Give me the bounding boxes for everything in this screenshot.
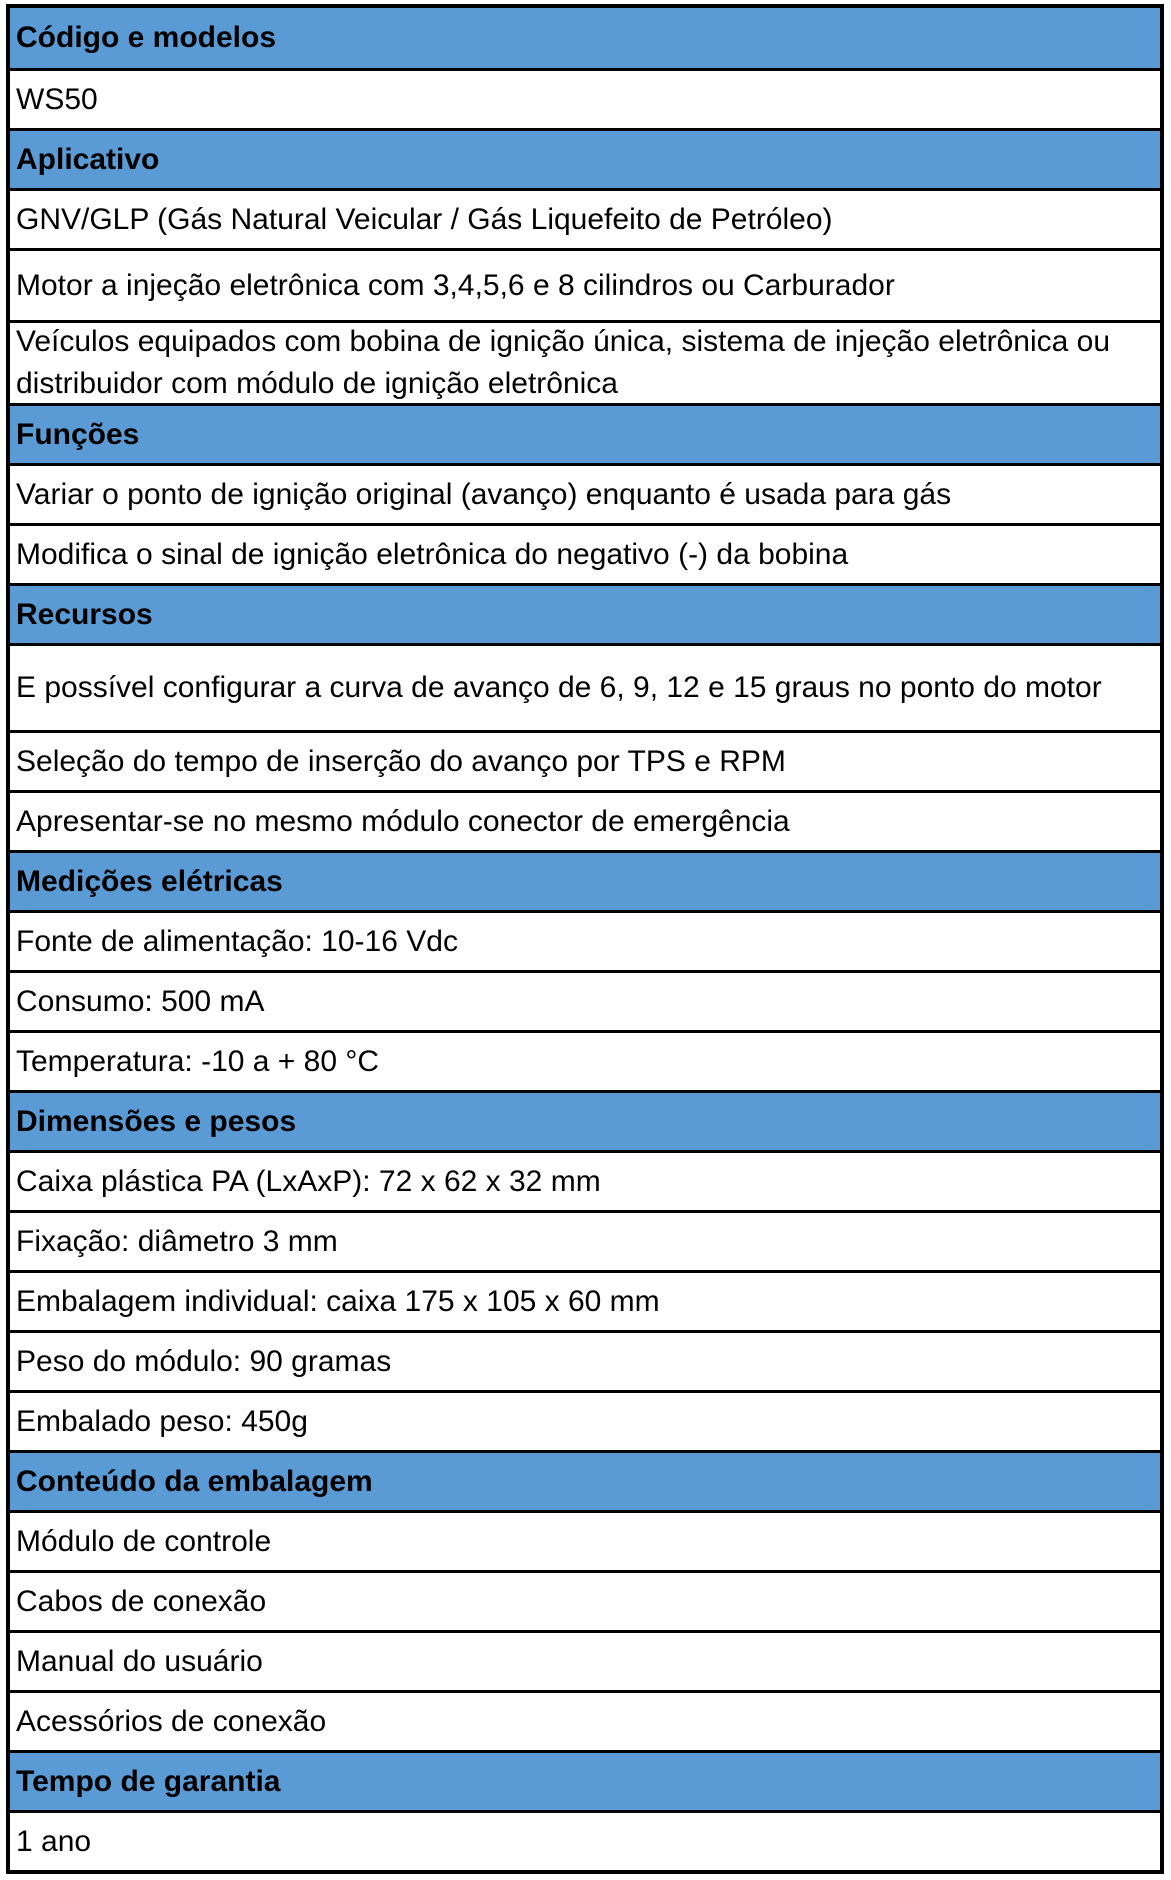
spec-row: Modifica o sinal de ignição eletrônica do negativo (-) da bobina (10, 523, 1160, 583)
spec-row: Seleção do tempo de inserção do avanço por TPS e RPM (10, 730, 1160, 790)
section-header-codigo: Código e modelos (10, 8, 1160, 68)
spec-row: Embalagem individual: caixa 175 x 105 x 60 mm (10, 1270, 1160, 1330)
spec-row: Caixa plástica PA (LxAxP): 72 x 62 x 32 mm (10, 1150, 1160, 1210)
spec-row: GNV/GLP (Gás Natural Veicular / Gás Liquefeito de Petróleo) (10, 188, 1160, 248)
section-header-recursos: Recursos (10, 583, 1160, 643)
section-header-medicoes: Medições elétricas (10, 850, 1160, 910)
spec-row: Variar o ponto de ignição original (avanço) enquanto é usada para gás (10, 463, 1160, 523)
spec-row: Veículos equipados com bobina de ignição única, sistema de injeção eletrônica ou distribuidor com módulo de ignição eletrônica (10, 320, 1160, 403)
spec-row: Fonte de alimentação: 10-16 Vdc (10, 910, 1160, 970)
spec-row: Apresentar-se no mesmo módulo conector de emergência (10, 790, 1160, 850)
section-header-dimensoes: Dimensões e pesos (10, 1090, 1160, 1150)
spec-row: E possível configurar a curva de avanço de 6, 9, 12 e 15 graus no ponto do motor (10, 643, 1160, 730)
spec-row: Consumo: 500 mA (10, 970, 1160, 1030)
section-header-garantia: Tempo de garantia (10, 1750, 1160, 1810)
spec-row: Acessórios de conexão (10, 1690, 1160, 1750)
spec-row: 1 ano (10, 1810, 1160, 1870)
spec-row: Cabos de conexão (10, 1570, 1160, 1630)
spec-row: WS50 (10, 68, 1160, 128)
section-header-aplicativo: Aplicativo (10, 128, 1160, 188)
spec-table (6, 4, 1164, 1874)
spec-row: Embalado peso: 450g (10, 1390, 1160, 1450)
spec-row: Módulo de controle (10, 1510, 1160, 1570)
spec-row: Fixação: diâmetro 3 mm (10, 1210, 1160, 1270)
section-header-funcoes: Funções (10, 403, 1160, 463)
spec-row: Manual do usuário (10, 1630, 1160, 1690)
spec-row: Motor a injeção eletrônica com 3,4,5,6 e 8 cilindros ou Carburador (10, 248, 1160, 320)
spec-row: Temperatura: -10 a + 80 °C (10, 1030, 1160, 1090)
section-header-conteudo: Conteúdo da embalagem (10, 1450, 1160, 1510)
spec-row: Peso do módulo: 90 gramas (10, 1330, 1160, 1390)
